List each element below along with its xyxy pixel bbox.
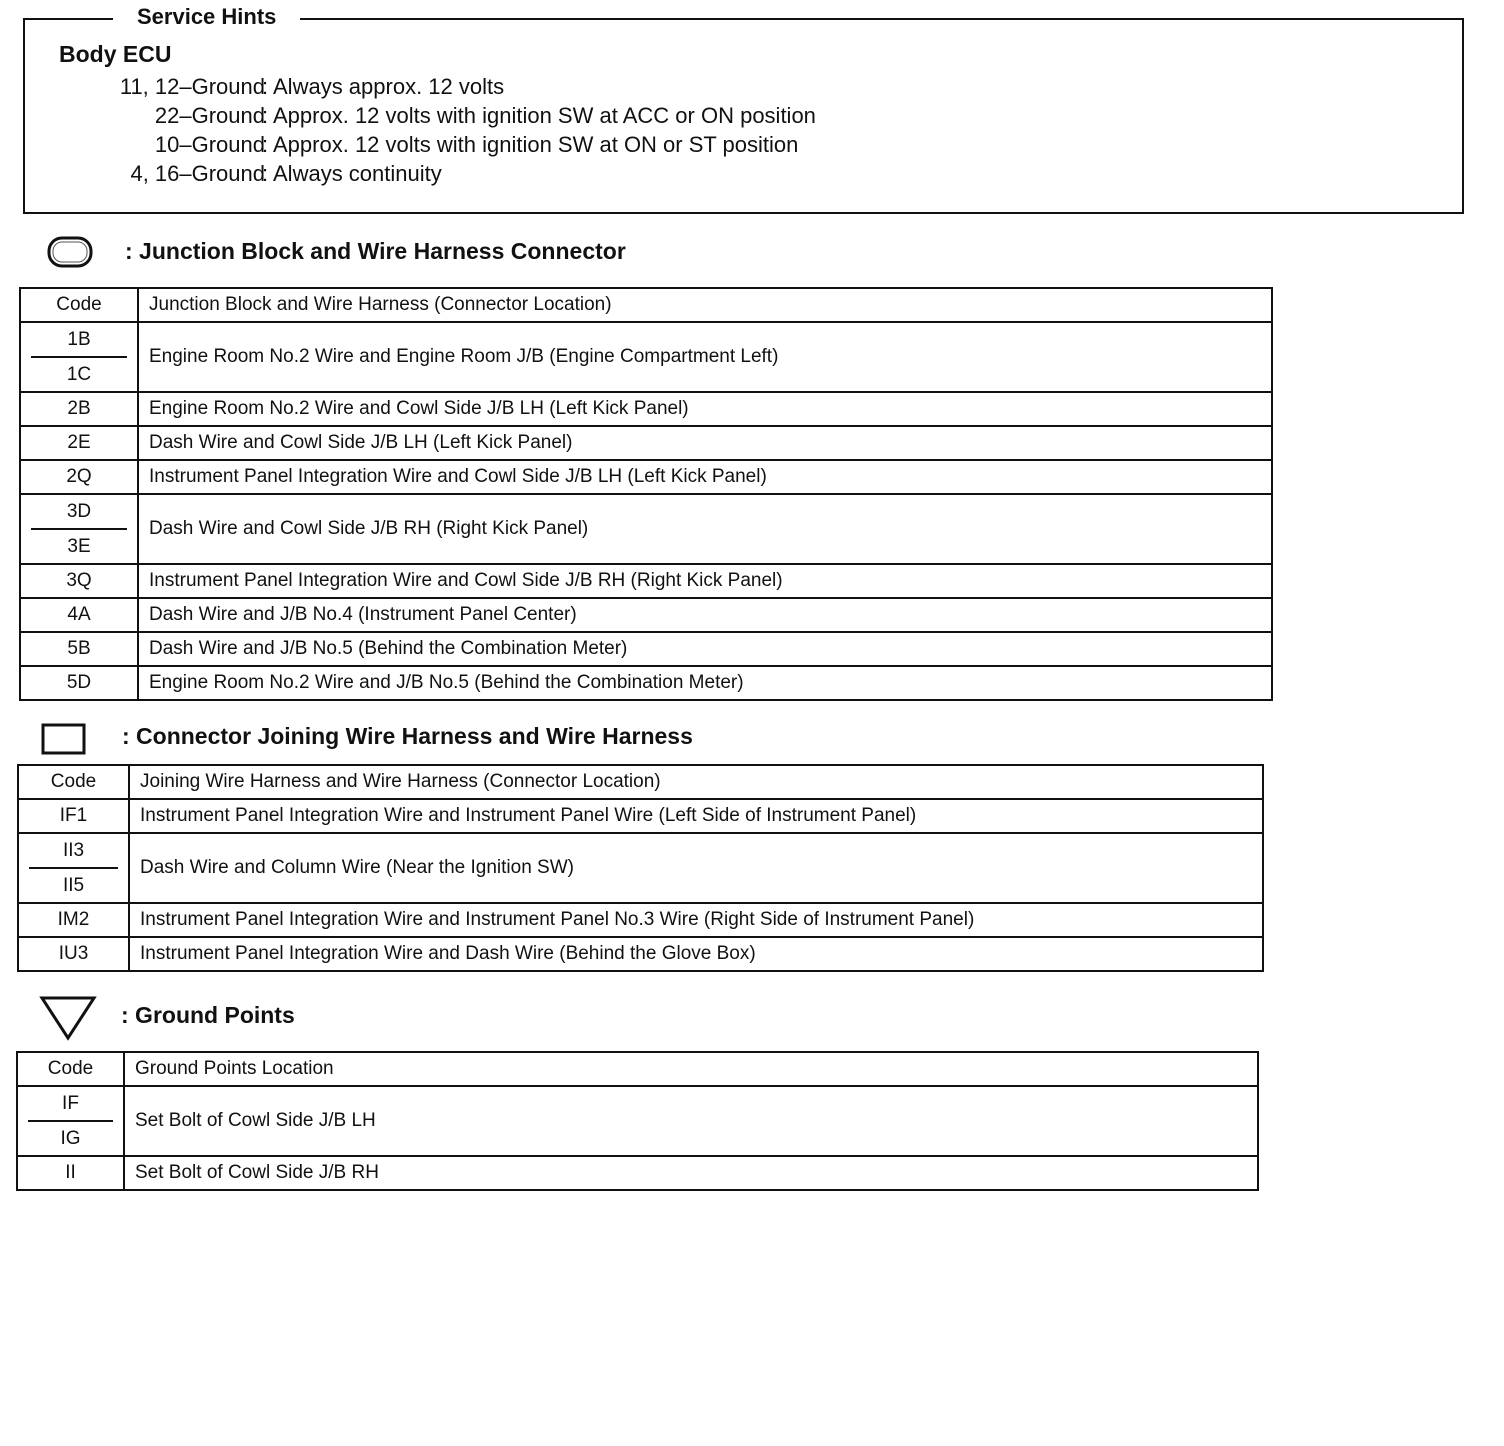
location-cell: Dash Wire and Cowl Side J/B RH (Right Kick Panel) xyxy=(138,494,1272,564)
connector-section-heading: : Connector Joining Wire Harness and Wire Harness xyxy=(122,723,693,749)
location-cell: Dash Wire and J/B No.4 (Instrument Panel Center) xyxy=(138,598,1272,632)
code-cell: IM2 xyxy=(18,903,129,937)
location-cell: Engine Room No.2 Wire and J/B No.5 (Behind the Combination Meter) xyxy=(138,666,1272,700)
code-cell: 2Q xyxy=(20,460,138,494)
square-connector-icon xyxy=(40,722,88,756)
table-row xyxy=(17,1156,1258,1190)
location-cell: Set Bolt of Cowl Side J/B RH xyxy=(124,1156,1258,1190)
code-cell: IU3 xyxy=(18,937,129,971)
service-hints-title: Service Hints xyxy=(113,4,300,30)
location-column-header: Joining Wire Harness and Wire Harness (Connector Location) xyxy=(129,765,1263,799)
code-value: 3D xyxy=(31,495,127,530)
ground-section-heading: : Ground Points xyxy=(121,1002,295,1028)
code-cell: 5B xyxy=(20,632,138,666)
location-cell: Instrument Panel Integration Wire and Instrument Panel No.3 Wire (Right Side of Instrument Panel) xyxy=(129,903,1263,937)
location-cell: Dash Wire and J/B No.5 (Behind the Combination Meter) xyxy=(138,632,1272,666)
location-cell: Set Bolt of Cowl Side J/B LH xyxy=(124,1086,1258,1156)
table-row xyxy=(20,564,1272,598)
code-value: IG xyxy=(60,1128,81,1149)
table-row xyxy=(17,1086,1258,1156)
code-column-header: Code xyxy=(17,1052,124,1086)
ground-table xyxy=(16,1051,1259,1191)
location-cell: Instrument Panel Integration Wire and Cowl Side J/B LH (Left Kick Panel) xyxy=(138,460,1272,494)
junction-section-heading: : Junction Block and Wire Harness Connector xyxy=(125,238,626,264)
table-row xyxy=(20,632,1272,666)
location-column-header: Ground Points Location xyxy=(124,1052,1258,1086)
hint-description: : Approx. 12 volts with ignition SW at ACC or ON position xyxy=(262,103,816,128)
junction-table xyxy=(19,287,1273,701)
body-ecu-heading: Body ECU xyxy=(59,41,172,67)
location-cell: Dash Wire and Column Wire (Near the Ignition SW) xyxy=(129,833,1263,903)
location-cell: Instrument Panel Integration Wire and Instrument Panel Wire (Left Side of Instrument Panel) xyxy=(129,799,1263,833)
hint-terminal: 10–Ground xyxy=(154,132,265,157)
code-column-header: Code xyxy=(18,765,129,799)
hint-description: : Always approx. 12 volts xyxy=(262,74,505,99)
location-column-header: Junction Block and Wire Harness (Connector Location) xyxy=(138,288,1272,322)
code-cell: 5D xyxy=(20,666,138,700)
table-row xyxy=(20,494,1272,564)
code-value: 1C xyxy=(66,364,92,385)
location-cell: Instrument Panel Integration Wire and Dash Wire (Behind the Glove Box) xyxy=(129,937,1263,971)
table-row xyxy=(20,666,1272,700)
location-cell: Instrument Panel Integration Wire and Cowl Side J/B RH (Right Kick Panel) xyxy=(138,564,1272,598)
table-row xyxy=(20,598,1272,632)
code-cell: II xyxy=(17,1156,124,1190)
table-row xyxy=(18,937,1263,971)
code-cell: 2B xyxy=(20,392,138,426)
hint-terminal: 22–Ground xyxy=(154,103,265,128)
code-cell xyxy=(20,494,138,564)
code-cell xyxy=(18,833,129,903)
location-cell: Dash Wire and Cowl Side J/B LH (Left Kick Panel) xyxy=(138,426,1272,460)
code-value: II5 xyxy=(62,875,85,896)
code-value: IF xyxy=(28,1087,113,1122)
table-row xyxy=(18,799,1263,833)
code-cell: 3Q xyxy=(20,564,138,598)
hint-terminal: 4, 16–Ground xyxy=(130,161,265,186)
table-row xyxy=(20,460,1272,494)
location-cell: Engine Room No.2 Wire and Cowl Side J/B LH (Left Kick Panel) xyxy=(138,392,1272,426)
table-row xyxy=(18,903,1263,937)
code-value: II3 xyxy=(29,834,118,869)
service-hints-box xyxy=(23,4,1464,214)
code-cell: 4A xyxy=(20,598,138,632)
code-cell: IF1 xyxy=(18,799,129,833)
code-cell xyxy=(20,322,138,392)
code-column-header: Code xyxy=(20,288,138,322)
table-header-row xyxy=(20,288,1272,322)
code-cell: 2E xyxy=(20,426,138,460)
ground-triangle-icon xyxy=(38,994,98,1042)
rounded-connector-icon xyxy=(46,235,94,269)
connector-table xyxy=(17,764,1264,972)
table-row xyxy=(20,322,1272,392)
table-header-row xyxy=(18,765,1263,799)
table-row xyxy=(20,426,1272,460)
hint-description: : Always continuity xyxy=(262,161,442,186)
table-row xyxy=(18,833,1263,903)
hint-terminal: 11, 12–Ground xyxy=(119,74,265,99)
table-header-row xyxy=(17,1052,1258,1086)
code-cell xyxy=(17,1086,124,1156)
hint-description: : Approx. 12 volts with ignition SW at ON or ST position xyxy=(262,132,799,157)
code-value: 1B xyxy=(31,323,127,358)
location-cell: Engine Room No.2 Wire and Engine Room J/B (Engine Compartment Left) xyxy=(138,322,1272,392)
code-value: 3E xyxy=(67,536,91,557)
table-row xyxy=(20,392,1272,426)
